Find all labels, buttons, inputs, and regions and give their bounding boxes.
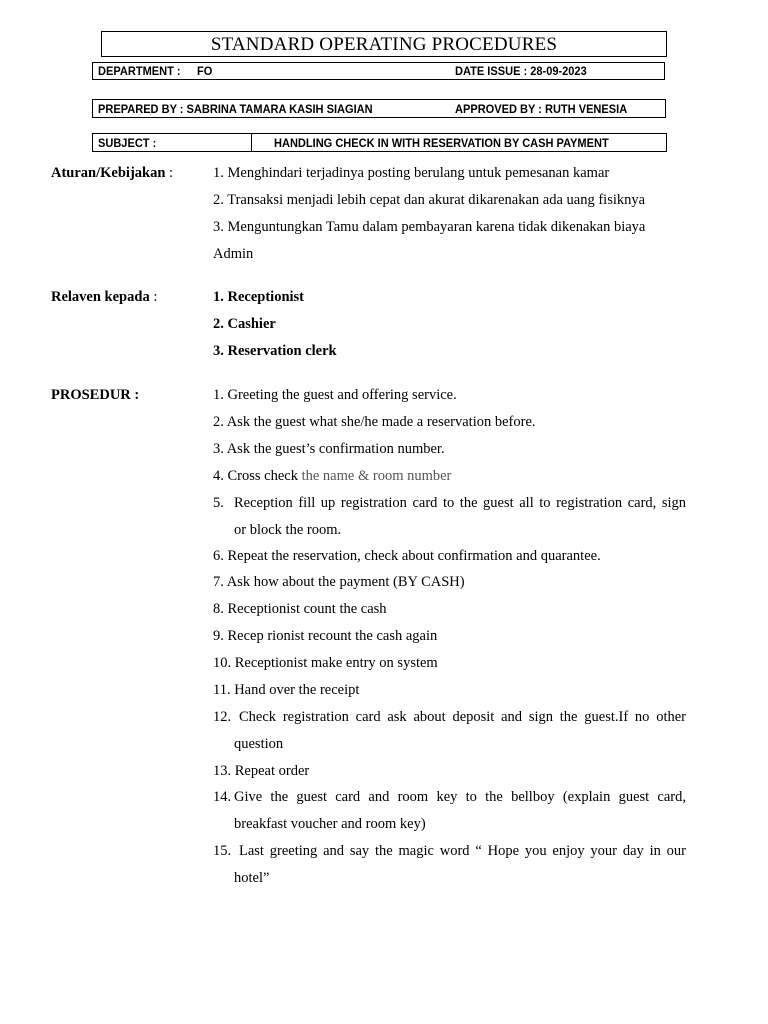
procedure-step: 4. Cross check the name & room number bbox=[213, 468, 452, 484]
procedure-label: PROSEDUR : bbox=[51, 387, 140, 403]
procedure-step: 11. Hand over the receipt bbox=[213, 682, 360, 698]
department-row bbox=[92, 62, 665, 80]
procedure-step: 1. Greeting the guest and offering service. bbox=[213, 387, 457, 403]
relevant-item: 1. Receptionist bbox=[213, 289, 305, 305]
procedure-step: 6. Repeat the reservation, check about confirmation and quarantee. bbox=[213, 548, 601, 564]
procedure-step: 2. Ask the guest what she/he made a reservation before. bbox=[213, 414, 536, 430]
prepared-by: PREPARED BY : SABRINA TAMARA KASIH SIAGIAN bbox=[98, 101, 373, 116]
policy-label: Aturan/Kebijakan : bbox=[51, 165, 174, 181]
document-title: STANDARD OPERATING PROCEDURES bbox=[101, 31, 667, 57]
procedure-step: 9. Recep rionist recount the cash again bbox=[213, 628, 438, 644]
procedure-step: 7. Ask how about the payment (BY CASH) bbox=[213, 574, 465, 590]
approved-by: APPROVED BY : RUTH VENESIA bbox=[455, 101, 628, 116]
relevant-label: Relaven kepada : bbox=[51, 289, 158, 305]
sop-document: STANDARD OPERATING PROCEDURES DEPARTMENT : FO DATE ISSUE : 28-09-2023 PREPARED BY : SABRINA TAMARA KASIH SIAGIAN APPROVED BY : RUTH VENESIA SUBJECT : HANDLING CHECK IN WITH RESERVATION BY CASH PAYMENT Aturan/Kebijakan : 1. Menghindari terjadinya posting berulang untuk pemesanan kamar 2. Transaksi menjadi lebih cepat dan akurat dikarenakan ada uang fisiknya 3. Menguntungkan Tamu dalam pembayaran karena tidak dikenakan biaya Admin Relaven kepada : 1. Receptionist 2. Cashier 3. Reservation clerk PROSEDUR : 1. Greeting the guest and offering service. 2. Ask the guest what she/he made a reservation before. 3. Ask the guest’s confirmation number. 4. Cross check the name & room number 5. Reception fill up registration card to the guest all to registration card, sign or block the room. 6. Repeat the reservation, check about confirmation and quarantee. 7. Ask how about the payment (BY CASH) 8. Receptionist count the cash 9. Recep rionist recount the cash again 10. Receptionist make entry on system 11. Hand over the receipt 12. Check registration card ask about deposit and sign the guest.If no other question 13. Repeat order 14. Give the guest card and room key to the bellboy (explain guest card, breakfast voucher and room key) 15. Last greeting and say the magic word “ Hope you enjoy your day in our hotel” bbox=[0, 0, 768, 1024]
relevant-item: 3. Reservation clerk bbox=[213, 343, 337, 359]
prepared-row bbox=[92, 99, 666, 118]
relevant-item: 2. Cashier bbox=[213, 316, 276, 332]
procedure-step: 3. Ask the guest’s confirmation number. bbox=[213, 441, 445, 457]
policy-item: 2. Transaksi menjadi lebih cepat dan akurat dikarenakan ada uang fisiknya bbox=[213, 192, 646, 208]
subject-value: HANDLING CHECK IN WITH RESERVATION BY CASH PAYMENT bbox=[274, 135, 609, 150]
department-value: FO bbox=[197, 64, 213, 78]
policy-item: 1. Menghindari terjadinya posting berulang untuk pemesanan kamar bbox=[213, 165, 610, 181]
subject-row bbox=[92, 133, 667, 152]
procedure-step: 8. Receptionist count the cash bbox=[213, 601, 387, 617]
procedure-step: 10. Receptionist make entry on system bbox=[213, 655, 438, 671]
policy-item: 3. Menguntungkan Tamu dalam pembayaran karena tidak dikenakan biaya bbox=[213, 219, 646, 235]
department-label: DEPARTMENT : bbox=[98, 64, 181, 78]
procedure-step: 13. Repeat order bbox=[213, 763, 310, 779]
subject-divider bbox=[251, 134, 252, 151]
policy-item: Admin bbox=[213, 246, 254, 262]
date-issue: DATE ISSUE : 28-09-2023 bbox=[455, 64, 587, 78]
subject-label: SUBJECT : bbox=[98, 135, 157, 150]
